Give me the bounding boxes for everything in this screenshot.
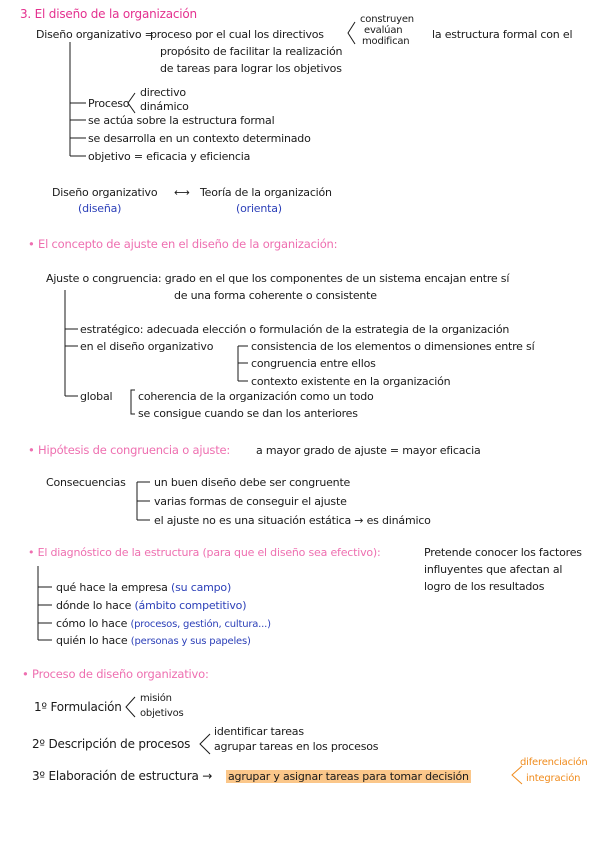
ajuste-def-1: Ajuste o congruencia: grado en el que los componentes de un sistema encajan entre sí	[46, 272, 510, 285]
step-3-integracion: integración	[526, 773, 581, 784]
step-1-mision: misión	[140, 693, 172, 704]
consecuencia-3: el ajuste no es una situación estática → es dinámico	[154, 514, 431, 527]
compare-left: Diseño organizativo	[52, 186, 158, 199]
ajuste-global-2: se consigue cuando se dan los anteriores	[138, 407, 358, 420]
bullet-structure: se actúa sobre la estructura formal	[88, 114, 275, 127]
verb-evaluan: evalúan	[364, 25, 403, 36]
diagnostico-side-1: Pretende conocer los factores	[424, 546, 582, 559]
consecuencia-2: varias formas de conseguir el ajuste	[154, 495, 347, 508]
proceso-label: Proceso	[88, 97, 130, 110]
bullet-objective: objetivo = eficacia y eficiencia	[88, 150, 251, 163]
section-3-title: • Hipótesis de congruencia o ajuste:	[28, 443, 231, 457]
step-2-identificar: identificar tareas	[214, 725, 304, 738]
ajuste-consistencia: consistencia de los elementos o dimensiones entre sí	[251, 340, 535, 353]
ajuste-global-label: global	[80, 390, 113, 403]
diagnostico-side-2: influyentes que afectan al	[424, 563, 563, 576]
verb-modifican: modifican	[362, 36, 410, 47]
section-4-title: • El diagnóstico de la estructura (para que el diseño sea efectivo):	[28, 546, 381, 559]
step-3: 3º Elaboración de estructura →	[32, 769, 213, 783]
proceso-directivo: directivo	[140, 86, 186, 99]
def-label: Diseño organizativo =	[36, 28, 154, 41]
compare-arrow: ⟷	[174, 186, 190, 199]
diagnostico-item-2: dónde lo hace (ámbito competitivo)	[56, 599, 247, 612]
ajuste-congruencia: congruencia entre ellos	[251, 357, 376, 370]
step-3-highlight: agrupar y asignar tareas para tomar decisión	[228, 770, 469, 783]
consecuencia-1: un buen diseño debe ser congruente	[154, 476, 351, 489]
step-3-diferenciacion: diferenciación	[520, 757, 588, 768]
bullet-context: se desarrolla en un contexto determinado	[88, 132, 311, 145]
consecuencias-label: Consecuencias	[46, 476, 126, 489]
ajuste-diseno-label: en el diseño organizativo	[80, 340, 214, 353]
section-5-title: • Proceso de diseño organizativo:	[22, 667, 209, 681]
step-2: 2º Descripción de procesos	[32, 737, 191, 751]
compare-right: Teoría de la organización	[200, 186, 332, 199]
ajuste-def-2: de una forma coherente o consistente	[174, 289, 377, 302]
compare-right-note: (orienta)	[236, 202, 282, 215]
def-line-2: propósito de facilitar la realización	[160, 45, 343, 58]
diagnostico-item-4: quién lo hace (personas y sus papeles)	[56, 634, 251, 647]
diagnostico-item-1: qué hace la empresa (su campo)	[56, 581, 232, 594]
diagnostico-side-3: logro de los resultados	[424, 580, 545, 593]
step-2-agrupar: agrupar tareas en los procesos	[214, 740, 379, 753]
verb-construyen: construyen	[360, 14, 414, 25]
ajuste-contexto: contexto existente en la organización	[251, 375, 451, 388]
hipotesis-text: a mayor grado de ajuste = mayor eficacia	[256, 444, 481, 457]
proceso-dinamico: dinámico	[140, 100, 189, 113]
diagnostico-item-3: cómo lo hace (procesos, gestión, cultura...)	[56, 617, 271, 630]
step-1-objetivos: objetivos	[140, 708, 184, 719]
ajuste-estrategico: estratégico: adecuada elección o formulación de la estrategia de la organización	[80, 323, 510, 336]
def-line-1-end: la estructura formal con el	[432, 28, 573, 41]
ajuste-global-1: coherencia de la organización como un todo	[138, 390, 374, 403]
def-line-3: de tareas para lograr los objetivos	[160, 62, 342, 75]
section-2-title: • El concepto de ajuste en el diseño de la organización:	[28, 237, 338, 251]
step-1: 1º Formulación	[34, 700, 122, 714]
compare-left-note: (diseña)	[78, 202, 122, 215]
def-line-1: proceso por el cual los directivos	[150, 28, 324, 41]
section-1-title: 3. El diseño de la organización	[20, 7, 197, 21]
